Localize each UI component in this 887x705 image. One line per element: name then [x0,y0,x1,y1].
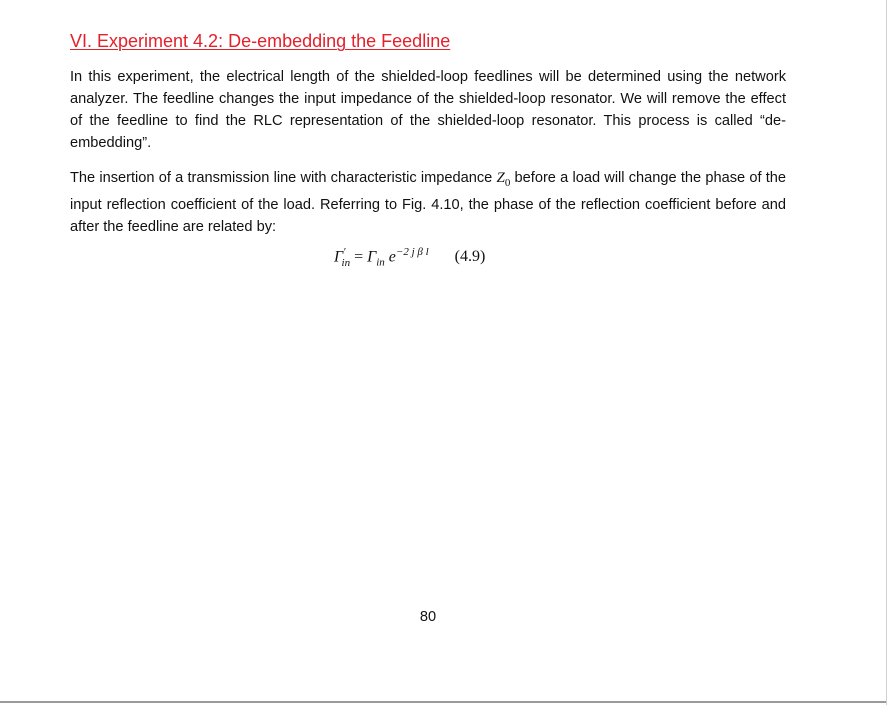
equation-4-9 [334,246,485,269]
equation-rhs-gamma: Γ [367,248,377,266]
paragraph-intro: In this experiment, the electrical length of the shielded-loop feedlines will be determined using the network analyzer. The feedline changes the input impedance of the shielded-loop resonator. We will remove the effect of the feedline to find the RLC representation of the shielded-loop resonator. This process is called “de-embedding”. [70,69,786,151]
equation-lhs-subscript: in [341,256,351,269]
paragraph-text-after: before a load will change the phase of the input reflection coefficient of the load. Referring to Fig. 4.10, the phase of the reflection coefficient before and after the feedline are related by: [70,170,787,235]
equation-number: (4.9) [454,248,486,266]
section-heading: VI. Experiment 4.2: De-embedding the Feedline [70,31,451,51]
impedance-symbol-subscript: 0 [504,177,511,189]
paragraph-transmission-line [70,167,786,238]
page-bottom-divider [0,701,887,703]
equation-equals: = [350,248,368,266]
equation-exponent: −2 j β l [395,246,429,258]
equation-rhs-subscript: in [376,256,385,269]
equation-lhs-gamma: Γ [334,248,344,266]
equation-exp-base: e [384,248,396,266]
impedance-symbol-letter: Z [496,170,505,186]
equation-lhs-prime: ′ [343,246,346,258]
impedance-symbol [496,170,511,189]
paragraph-text-before: The insertion of a transmission line with characteristic impedance [70,170,497,186]
page-number: 80 [419,609,437,625]
